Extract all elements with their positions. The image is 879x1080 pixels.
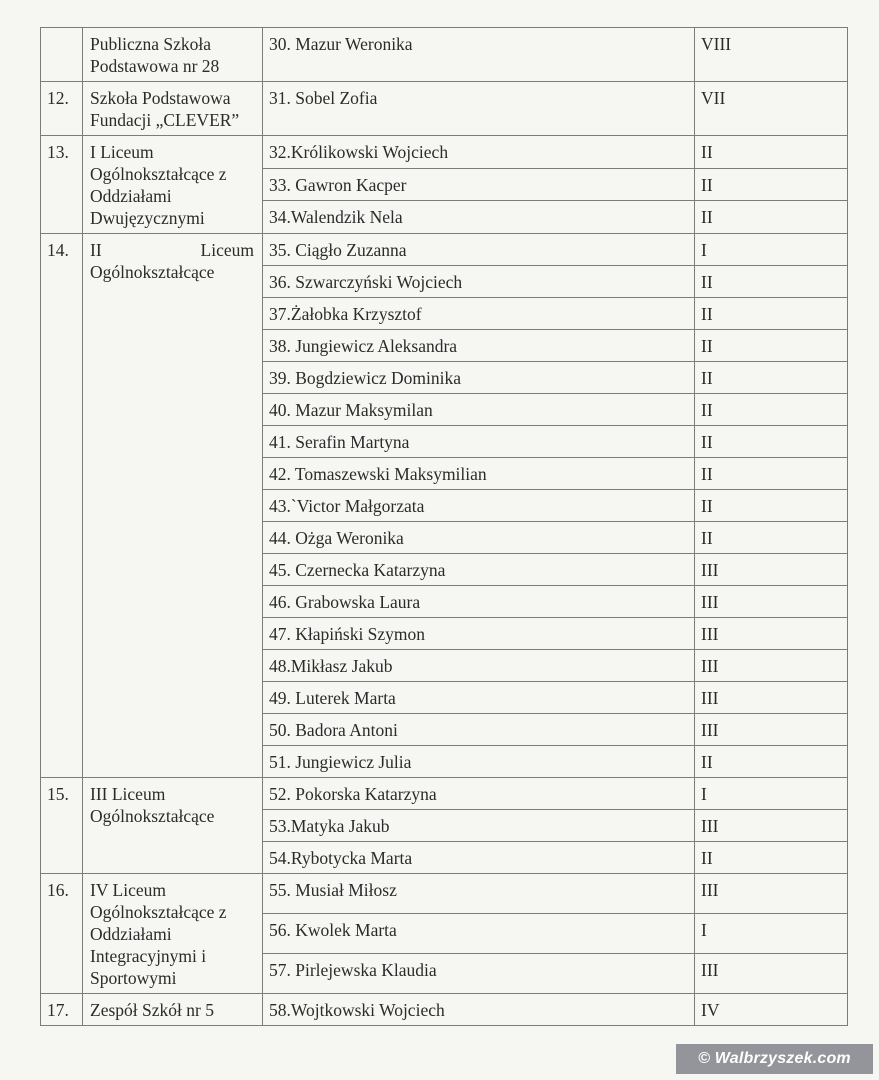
- watermark: © Walbrzyszek.com: [676, 1044, 873, 1074]
- student-name: 48.Mikłasz Jakub: [263, 650, 695, 682]
- student-name: 39. Bogdziewicz Dominika: [263, 362, 695, 394]
- student-name: 50. Badora Antoni: [263, 714, 695, 746]
- student-name: 31. Sobel Zofia: [263, 82, 695, 136]
- school-name-part: II: [90, 240, 102, 260]
- school-name: IV Liceum Ogólnokształcące z Oddziałami Integracyjnymi i Sportowymi: [83, 874, 263, 994]
- student-grade: III: [695, 874, 848, 914]
- student-grade: II: [695, 842, 848, 874]
- student-grade: II: [695, 394, 848, 426]
- student-name: 42. Tomaszewski Maksymilian: [263, 458, 695, 490]
- student-grade: II: [695, 136, 848, 169]
- student-name: 55. Musiał Miłosz: [263, 874, 695, 914]
- student-grade: IV: [695, 994, 848, 1026]
- row-number: 13.: [41, 136, 83, 234]
- student-grade: II: [695, 362, 848, 394]
- school-name: Szkoła Podstawowa Fundacji „CLEVER”: [83, 82, 263, 136]
- student-name: 57. Pirlejewska Klaudia: [263, 954, 695, 994]
- student-name: 32.Królikowski Wojciech: [263, 136, 695, 169]
- row-number: 14.: [41, 234, 83, 778]
- student-name: 49. Luterek Marta: [263, 682, 695, 714]
- row-number: [41, 28, 83, 82]
- student-grade: I: [695, 778, 848, 810]
- student-grade: II: [695, 266, 848, 298]
- row-number: 12.: [41, 82, 83, 136]
- student-name: 58.Wojtkowski Wojciech: [263, 994, 695, 1026]
- row-number: 15.: [41, 778, 83, 874]
- school-name: III Liceum Ogólnokształcące: [83, 778, 263, 874]
- school-name-line: [90, 239, 258, 261]
- student-name: 47. Kłapiński Szymon: [263, 618, 695, 650]
- student-grade: II: [695, 746, 848, 778]
- student-name: 33. Gawron Kacper: [263, 168, 695, 201]
- student-grade: I: [695, 914, 848, 954]
- student-grade: III: [695, 954, 848, 994]
- student-grade: III: [695, 618, 848, 650]
- school-name: Publiczna Szkoła Podstawowa nr 28: [83, 28, 263, 82]
- row-number: 17.: [41, 994, 83, 1026]
- student-name: 53.Matyka Jakub: [263, 810, 695, 842]
- student-grade: III: [695, 682, 848, 714]
- school-name: Zespół Szkół nr 5: [83, 994, 263, 1026]
- table-row: [41, 234, 848, 266]
- student-grade: II: [695, 490, 848, 522]
- student-name: 44. Ożga Weronika: [263, 522, 695, 554]
- student-name: 37.Żałobka Krzysztof: [263, 298, 695, 330]
- student-grade: II: [695, 458, 848, 490]
- row-number: 16.: [41, 874, 83, 994]
- student-grade: III: [695, 586, 848, 618]
- student-grade: II: [695, 168, 848, 201]
- table-row: [41, 874, 848, 914]
- student-grade: III: [695, 810, 848, 842]
- student-name: 46. Grabowska Laura: [263, 586, 695, 618]
- student-name: 54.Rybotycka Marta: [263, 842, 695, 874]
- student-name: 41. Serafin Martyna: [263, 426, 695, 458]
- student-name: 36. Szwarczyński Wojciech: [263, 266, 695, 298]
- student-grade: III: [695, 650, 848, 682]
- student-grade: II: [695, 330, 848, 362]
- student-name: 56. Kwolek Marta: [263, 914, 695, 954]
- student-grade: II: [695, 522, 848, 554]
- student-grade: VII: [695, 82, 848, 136]
- student-grade: II: [695, 201, 848, 234]
- student-grade: I: [695, 234, 848, 266]
- student-grade: III: [695, 554, 848, 586]
- awards-table: [40, 27, 848, 1026]
- school-name: I Liceum Ogólnokształcące z Oddziałami Dwujęzycznymi: [83, 136, 263, 234]
- student-grade: II: [695, 426, 848, 458]
- student-name: 30. Mazur Weronika: [263, 28, 695, 82]
- table-row: [41, 994, 848, 1026]
- student-name: 35. Ciągło Zuzanna: [263, 234, 695, 266]
- student-name: 38. Jungiewicz Aleksandra: [263, 330, 695, 362]
- student-name: 43.`Victor Małgorzata: [263, 490, 695, 522]
- student-name: 34.Walendzik Nela: [263, 201, 695, 234]
- school-name: [83, 234, 263, 778]
- student-name: 51. Jungiewicz Julia: [263, 746, 695, 778]
- student-grade: VIII: [695, 28, 848, 82]
- student-grade: II: [695, 298, 848, 330]
- student-name: 40. Mazur Maksymilan: [263, 394, 695, 426]
- school-name-part: Liceum: [200, 240, 254, 260]
- table-row: [41, 82, 848, 136]
- student-name: 45. Czernecka Katarzyna: [263, 554, 695, 586]
- student-name: 52. Pokorska Katarzyna: [263, 778, 695, 810]
- school-name-line: Ogólnokształcące: [90, 262, 215, 282]
- student-grade: III: [695, 714, 848, 746]
- table-row: [41, 778, 848, 810]
- table-row: [41, 136, 848, 169]
- table-row: [41, 28, 848, 82]
- awards-table-body: [41, 28, 848, 1026]
